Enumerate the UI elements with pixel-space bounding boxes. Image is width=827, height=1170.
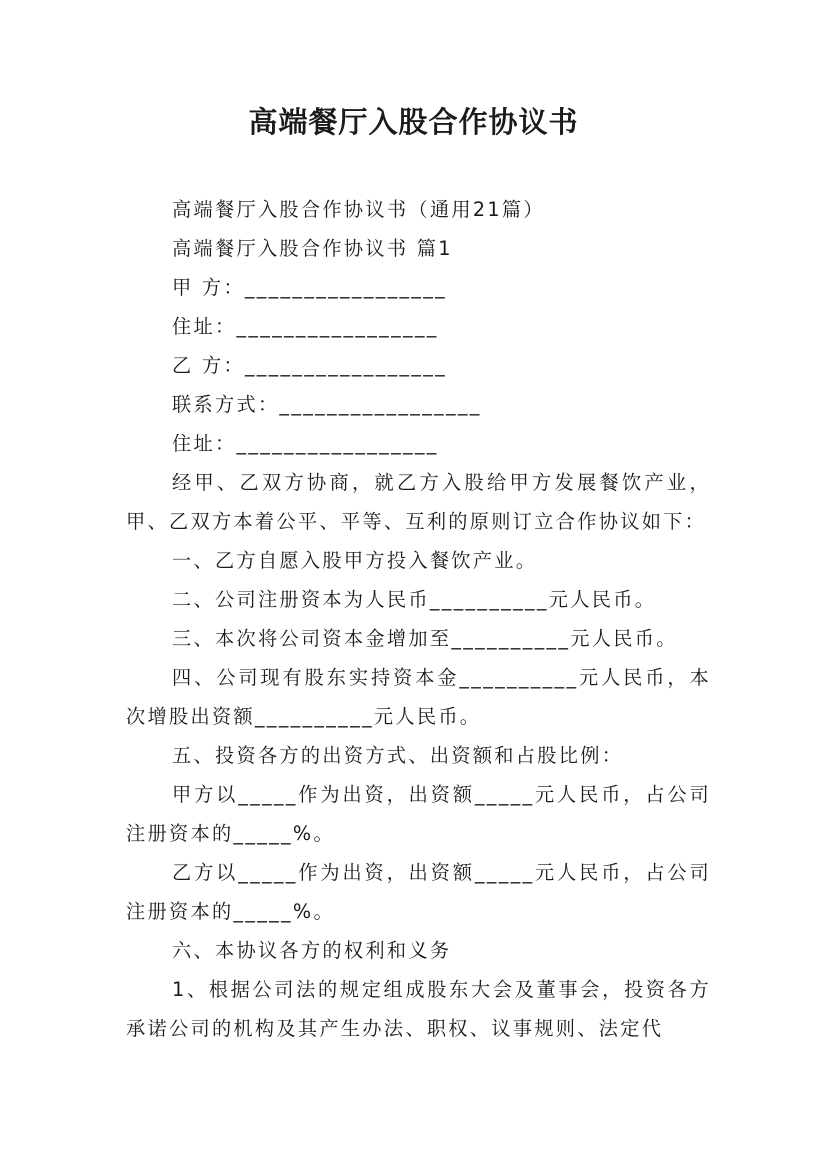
clause-5: 五、投资各方的出资方式、出资额和占股比例： bbox=[172, 744, 624, 767]
paragraph-section-heading: 高端餐厅入股合作协议书 篇1 bbox=[172, 237, 453, 260]
clause-5-party-a: 甲方以_____作为出资，出资额_____元人民币，占公司注册资本的_____%。 bbox=[126, 783, 711, 845]
clause-5-party-b: 乙方以_____作为出资，出资额_____元人民币，占公司注册资本的_____%。 bbox=[126, 861, 711, 923]
paragraph-subtitle: 高端餐厅入股合作协议书（通用21篇） bbox=[172, 198, 545, 221]
contact-line: 联系方式：_________________ bbox=[172, 393, 482, 416]
clause-2: 二、公司注册资本为人民币__________元人民币。 bbox=[172, 588, 657, 611]
clause-1: 一、乙方自愿入股甲方投入餐饮产业。 bbox=[172, 549, 538, 572]
clause-4: 四、公司现有股东实持资本金__________元人民币，本次增股出资额__________元人民币。 bbox=[126, 666, 711, 728]
document-title: 高端餐厅入股合作协议书 bbox=[248, 105, 579, 139]
clause-3: 三、本次将公司资本金增加至__________元人民币。 bbox=[172, 627, 678, 650]
party-a-address-line: 住址：_________________ bbox=[172, 315, 439, 338]
document-body bbox=[126, 190, 711, 1048]
paragraph-preamble: 经甲、乙双方协商，就乙方入股给甲方发展餐饮产业，甲、乙双方本着公平、平等、互利的原则订立合作协议如下： bbox=[126, 471, 711, 533]
party-a-line: 甲 方：_________________ bbox=[172, 276, 448, 299]
party-b-line: 乙 方：_________________ bbox=[172, 354, 448, 377]
clause-6-item-1: 1、根据公司法的规定组成股东大会及董事会，投资各方承诺公司的机构及其产生办法、职权、议事规则、法定代 bbox=[126, 978, 711, 1040]
clause-6: 六、本协议各方的权利和义务 bbox=[172, 939, 452, 962]
party-b-address-line: 住址：_________________ bbox=[172, 432, 439, 455]
